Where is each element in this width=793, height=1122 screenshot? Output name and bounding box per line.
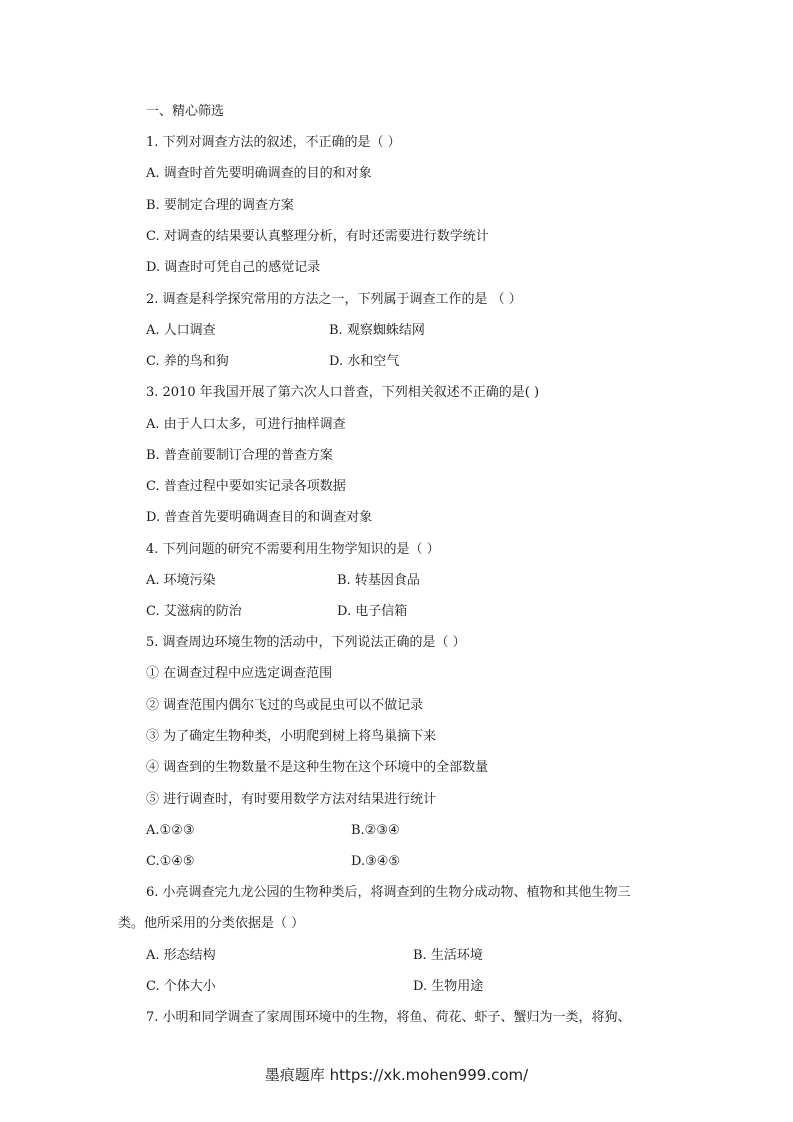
q6-option-c: C. 个体大小 bbox=[146, 979, 216, 994]
q3-option-a: A. 由于人口太多，可进行抽样调查 bbox=[146, 417, 346, 432]
q5-option-c: C.①④⑤ bbox=[146, 854, 195, 869]
q1-stem: 1. 下列对调查方法的叙述，不正确的是（ ） bbox=[146, 135, 401, 150]
section-title: 一、精心筛选 bbox=[146, 104, 225, 119]
q5-option-d: D.③④⑤ bbox=[351, 854, 401, 869]
q3-option-d: D. 普查首先要明确调查目的和调查对象 bbox=[146, 510, 373, 525]
q4-option-a: A. 环境污染 bbox=[146, 573, 216, 588]
q5-option-a: A.①②③ bbox=[146, 823, 195, 838]
q2-stem: 2. 调查是科学探究常用的方法之一，下列属于调查工作的是 （ ） bbox=[146, 292, 522, 307]
q5-statement: ① 在调查过程中应选定调查范围 bbox=[146, 666, 333, 681]
q6-stem: 6. 小亮调查完九龙公园的生物种类后，将调查到的生物分成动物、植物和其他生物三 bbox=[146, 885, 631, 900]
q4-option-c: C. 艾滋病的防治 bbox=[146, 604, 242, 619]
q5-stem: 5. 调查周边环境生物的活动中，下列说法正确的是（ ） bbox=[146, 635, 466, 650]
q5-statement: ③ 为了确定生物种类，小明爬到树上将鸟巢摘下来 bbox=[146, 729, 437, 744]
q5-option-b: B.②③④ bbox=[351, 823, 400, 838]
footer-watermark: 墨痕题库 https://xk.mohen999.com/ bbox=[264, 1066, 529, 1084]
q1-option-c: C. 对调查的结果要认真整理分析，有时还需要进行数学统计 bbox=[146, 229, 489, 244]
q2-option-c: C. 养的鸟和狗 bbox=[146, 354, 229, 369]
q4-stem: 4. 下列问题的研究不需要利用生物学知识的是（ ） bbox=[146, 542, 440, 557]
q1-option-a: A. 调查时首先要明确调查的目的和对象 bbox=[146, 166, 372, 181]
q3-stem: 3. 2010 年我国开展了第六次人口普查，下列相关叙述不正确的是( ) bbox=[146, 385, 540, 400]
q6-stem-continued: 类。他所采用的分类依据是（ ） bbox=[118, 916, 305, 931]
q3-option-b: B. 普查前要制订合理的普查方案 bbox=[146, 448, 333, 463]
q4-option-b: B. 转基因食品 bbox=[337, 573, 420, 588]
q2-option-d: D. 水和空气 bbox=[329, 354, 400, 369]
q7-stem: 7. 小明和同学调查了家周围环境中的生物，将鱼、荷花、虾子、蟹归为一类，将狗、 bbox=[146, 1010, 631, 1025]
q2-option-b: B. 观察蜘蛛结网 bbox=[329, 323, 425, 338]
q1-option-b: B. 要制定合理的调查方案 bbox=[146, 198, 294, 213]
q5-statement: ⑤ 进行调查时，有时要用数学方法对结果进行统计 bbox=[146, 792, 437, 807]
q6-option-a: A. 形态结构 bbox=[146, 948, 216, 963]
q1-option-d: D. 调查时可凭自己的感觉记录 bbox=[146, 260, 321, 275]
q6-option-b: B. 生活环境 bbox=[413, 948, 483, 963]
q3-option-c: C. 普查过程中要如实记录各项数据 bbox=[146, 479, 346, 494]
q5-statement: ② 调查范围内偶尔飞过的鸟或昆虫可以不做记录 bbox=[146, 698, 424, 713]
q6-option-d: D. 生物用途 bbox=[413, 979, 484, 994]
q4-option-d: D. 电子信箱 bbox=[337, 604, 408, 619]
q2-option-a: A. 人口调查 bbox=[146, 323, 216, 338]
q5-statement: ④ 调查到的生物数量不是这种生物在这个环境中的全部数量 bbox=[146, 760, 489, 775]
